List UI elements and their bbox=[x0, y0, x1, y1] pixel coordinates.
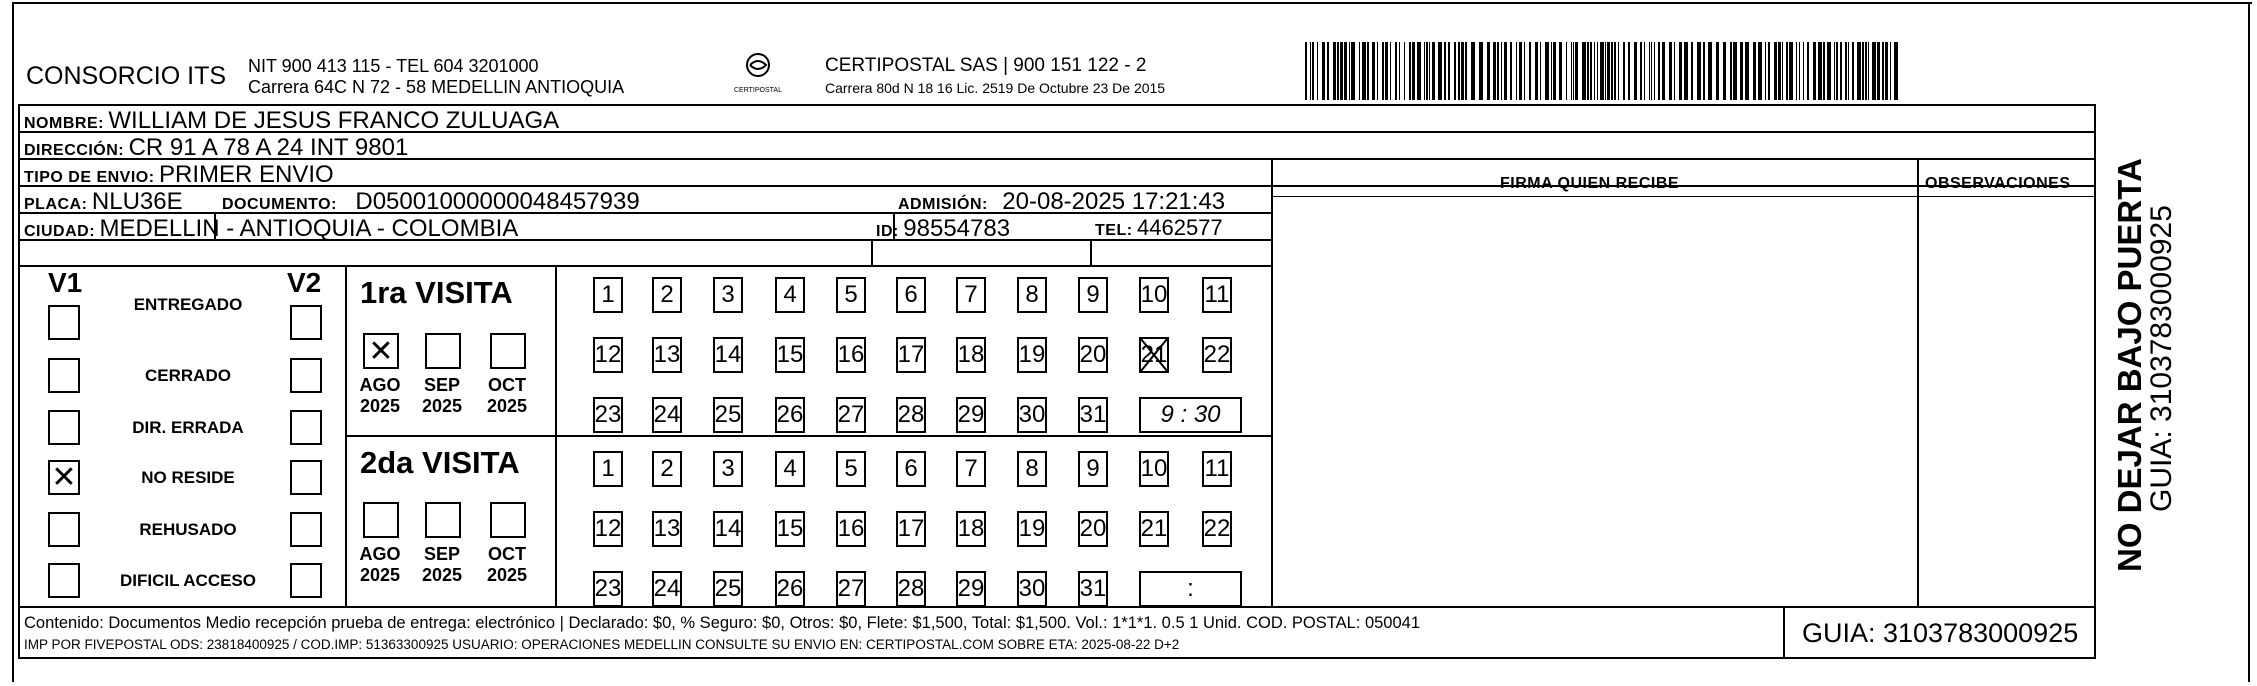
day-box-visit1[interactable]: 15 bbox=[775, 337, 805, 373]
barcode-bar bbox=[1429, 42, 1430, 100]
day-box-visit2[interactable]: 13 bbox=[652, 511, 682, 547]
month-checkbox-visit1[interactable]: ✕ bbox=[363, 333, 399, 369]
v1-checkbox[interactable]: ✕ bbox=[48, 460, 80, 495]
month-label-visit2 bbox=[482, 544, 532, 586]
day-box-visit1[interactable]: 16 bbox=[836, 337, 866, 373]
day-box-visit2[interactable]: 22 bbox=[1202, 511, 1232, 547]
certipostal-logo bbox=[728, 52, 788, 96]
day-box-visit1[interactable]: 26 bbox=[775, 397, 805, 433]
placa-row bbox=[24, 188, 183, 216]
month-name: OCT bbox=[488, 375, 526, 395]
barcode-bar bbox=[1658, 42, 1660, 100]
day-box-visit2[interactable]: 23 bbox=[593, 571, 623, 607]
day-box-visit1[interactable]: 14 bbox=[713, 337, 743, 373]
tipo-value: PRIMER ENVIO bbox=[159, 161, 334, 188]
month-label-visit2 bbox=[355, 544, 405, 586]
status-label: DIFICIL ACCESO bbox=[119, 571, 256, 590]
barcode-bar bbox=[1597, 42, 1598, 100]
barcode-bar bbox=[1651, 42, 1652, 100]
admision-value: 20-08-2025 17:21:43 bbox=[1002, 188, 1226, 215]
barcode-bar bbox=[1412, 42, 1415, 100]
day-box-visit1[interactable]: 29 bbox=[956, 397, 986, 433]
barcode-bar bbox=[1640, 42, 1642, 100]
v1-checkbox[interactable] bbox=[48, 410, 80, 445]
day-box-visit2[interactable]: 4 bbox=[775, 451, 805, 487]
barcode bbox=[1305, 42, 1900, 100]
barcode-bar bbox=[1553, 42, 1556, 100]
tel-label: TEL: bbox=[1095, 222, 1133, 239]
barcode-bar bbox=[1493, 42, 1496, 100]
day-box-visit1[interactable]: 21 bbox=[1139, 337, 1169, 373]
tipo-label: TIPO DE ENVIO: bbox=[24, 169, 155, 186]
barcode-bar bbox=[1322, 42, 1325, 100]
logo-text: CERTIPOSTAL bbox=[734, 87, 782, 94]
day-box-visit1[interactable]: 1 bbox=[593, 277, 623, 313]
barcode-bar bbox=[1417, 42, 1421, 100]
day-box-visit1[interactable]: 30 bbox=[1017, 397, 1047, 433]
day-box-visit1[interactable]: 9 bbox=[1078, 277, 1108, 313]
barcode-bar bbox=[1634, 42, 1637, 100]
v2-checkbox[interactable] bbox=[290, 460, 322, 495]
barcode-bar bbox=[1519, 42, 1522, 100]
day-box-visit1[interactable]: 25 bbox=[713, 397, 743, 433]
tipo-row bbox=[24, 161, 334, 189]
day-box-visit2[interactable]: 19 bbox=[1017, 511, 1047, 547]
day-box-visit1[interactable]: 23 bbox=[593, 397, 623, 433]
barcode-bar bbox=[1872, 42, 1876, 100]
id-value: 98554783 bbox=[903, 215, 1011, 242]
barcode-bar bbox=[1327, 42, 1329, 100]
nombre-row bbox=[24, 107, 559, 135]
barcode-bar bbox=[1703, 42, 1705, 100]
documento-label: DOCUMENTO: bbox=[222, 196, 337, 213]
barcode-bar bbox=[1730, 42, 1732, 100]
barcode-bar bbox=[1559, 42, 1562, 100]
barcode-bar bbox=[1438, 42, 1442, 100]
day-box-visit2[interactable]: 24 bbox=[652, 571, 682, 607]
day-box-visit2[interactable]: 28 bbox=[896, 571, 926, 607]
day-box-visit1[interactable]: 22 bbox=[1202, 337, 1232, 373]
firma-header: FIRMA QUIEN RECIBE bbox=[1500, 175, 1680, 192]
barcode-bar bbox=[1587, 42, 1589, 100]
barcode-bar bbox=[1448, 42, 1450, 100]
direccion-label: DIRECCIÓN: bbox=[24, 142, 125, 159]
v2-header: V2 bbox=[287, 267, 322, 298]
ciudad-row bbox=[24, 215, 518, 243]
barcode-bar bbox=[1600, 42, 1604, 100]
barcode-bar bbox=[1662, 42, 1665, 100]
barcode-bar bbox=[1862, 42, 1864, 100]
barcode-bar bbox=[1857, 42, 1861, 100]
barcode-bar bbox=[1834, 42, 1835, 100]
barcode-bar bbox=[1479, 42, 1483, 100]
barcode-bar bbox=[1573, 42, 1574, 100]
status-label: DIR. ERRADA bbox=[132, 418, 244, 437]
day-box-visit2[interactable]: 29 bbox=[956, 571, 986, 607]
barcode-bar bbox=[1333, 42, 1336, 100]
status-label: REHUSADO bbox=[139, 520, 237, 539]
barcode-bar bbox=[1786, 42, 1788, 100]
day-box-visit2[interactable]: 30 bbox=[1017, 571, 1047, 607]
day-box-visit2[interactable]: 15 bbox=[775, 511, 805, 547]
barcode-bar bbox=[1605, 42, 1606, 100]
barcode-bar bbox=[1644, 42, 1645, 100]
barcode-bar bbox=[1882, 42, 1884, 100]
barcode-bar bbox=[1827, 42, 1831, 100]
barcode-bar bbox=[1571, 42, 1572, 100]
barcode-bar bbox=[1684, 42, 1688, 100]
barcode-bar bbox=[1691, 42, 1693, 100]
day-box-visit1[interactable]: 11 bbox=[1202, 277, 1232, 313]
barcode-bar bbox=[1840, 42, 1842, 100]
barcode-bar bbox=[1611, 42, 1613, 100]
grid-line bbox=[1271, 158, 1273, 608]
barcode-bar bbox=[1424, 42, 1425, 100]
barcode-bar bbox=[1674, 42, 1675, 100]
barcode-bar bbox=[1823, 42, 1825, 100]
day-box-visit2[interactable]: 17 bbox=[896, 511, 926, 547]
v2-checkbox[interactable] bbox=[290, 305, 322, 340]
company-nit: NIT 900 413 115 - TEL 604 3201000 bbox=[248, 56, 539, 76]
day-box-visit1[interactable]: 17 bbox=[896, 337, 926, 373]
barcode-bar bbox=[1501, 42, 1502, 100]
day-box-visit2[interactable]: 7 bbox=[956, 451, 986, 487]
barcode-bar bbox=[1765, 42, 1766, 100]
day-box-visit2[interactable]: 5 bbox=[836, 451, 866, 487]
barcode-bar bbox=[1669, 42, 1672, 100]
v1-checkbox[interactable] bbox=[48, 305, 80, 340]
barcode-bar bbox=[1753, 42, 1756, 100]
day-box-visit2[interactable]: 27 bbox=[836, 571, 866, 607]
month-checkbox-visit1[interactable] bbox=[425, 333, 461, 369]
barcode-bar bbox=[1628, 42, 1630, 100]
day-box-visit1[interactable]: 13 bbox=[652, 337, 682, 373]
barcode-bar bbox=[1535, 42, 1538, 100]
barcode-bar bbox=[1471, 42, 1475, 100]
day-box-visit1[interactable]: 24 bbox=[652, 397, 682, 433]
barcode-bar bbox=[1803, 42, 1804, 100]
barcode-bar bbox=[1487, 42, 1490, 100]
documento-row bbox=[222, 188, 640, 216]
status-label: ENTREGADO bbox=[133, 295, 243, 314]
placa-label: PLACA: bbox=[24, 196, 88, 213]
observaciones-header: OBSERVACIONES bbox=[1925, 175, 2071, 192]
v2-checkbox[interactable] bbox=[290, 563, 322, 598]
month-name: SEP bbox=[423, 375, 461, 395]
month-year: 2025 bbox=[486, 396, 528, 416]
placa-value: NLU36E bbox=[91, 188, 183, 215]
frame-left bbox=[12, 2, 14, 682]
barcode-bar bbox=[1395, 42, 1397, 100]
barcode-bar bbox=[1385, 42, 1388, 100]
barcode-bar bbox=[1317, 42, 1318, 100]
barcode-bar bbox=[1618, 42, 1619, 100]
day-box-visit2[interactable]: 20 bbox=[1078, 511, 1108, 547]
month-name: OCT bbox=[488, 544, 526, 564]
frame-right bbox=[2248, 2, 2250, 682]
day-box-visit1[interactable]: 5 bbox=[836, 277, 866, 313]
month-year: 2025 bbox=[421, 396, 463, 416]
day-box-visit1[interactable]: 31 bbox=[1078, 397, 1108, 433]
barcode-bar bbox=[1377, 42, 1378, 100]
carrier-name: CERTIPOSTAL SAS | 900 151 122 - 2 bbox=[825, 55, 1147, 76]
barcode-bar bbox=[1865, 42, 1867, 100]
barcode-bar bbox=[1575, 42, 1578, 100]
nombre-label: NOMBRE: bbox=[24, 115, 104, 132]
barcode-bar bbox=[1349, 42, 1350, 100]
grid-line bbox=[18, 104, 2096, 106]
barcode-bar bbox=[1740, 42, 1743, 100]
barcode-bar bbox=[1818, 42, 1822, 100]
month-label-visit1 bbox=[417, 375, 467, 417]
time-box-visit1[interactable]: 9 : 30 bbox=[1139, 397, 1242, 433]
month-label-visit2 bbox=[417, 544, 467, 586]
barcode-bar bbox=[1359, 42, 1360, 100]
barcode-bar bbox=[1454, 42, 1456, 100]
barcode-bar bbox=[1504, 42, 1507, 100]
barcode-bar bbox=[1745, 42, 1749, 100]
month-checkbox-visit2[interactable] bbox=[363, 502, 399, 538]
grid-line bbox=[18, 104, 20, 659]
v1-checkbox[interactable] bbox=[48, 563, 80, 598]
documento-value: D05001000000048457939 bbox=[355, 188, 640, 215]
barcode-bar bbox=[1390, 42, 1391, 100]
barcode-bar bbox=[1679, 42, 1682, 100]
barcode-bar bbox=[1367, 42, 1369, 100]
barcode-bar bbox=[1510, 42, 1512, 100]
barcode-bar bbox=[1813, 42, 1816, 100]
barcode-bar bbox=[1778, 42, 1781, 100]
barcode-bar bbox=[1551, 42, 1552, 100]
barcode-bar bbox=[1372, 42, 1375, 100]
direccion-value: CR 91 A 78 A 24 INT 9801 bbox=[128, 134, 409, 161]
barcode-bar bbox=[1432, 42, 1435, 100]
barcode-bar bbox=[1894, 42, 1898, 100]
day-box-visit2[interactable]: 2 bbox=[652, 451, 682, 487]
barcode-bar bbox=[1444, 42, 1446, 100]
day-box-visit1[interactable]: 27 bbox=[836, 397, 866, 433]
barcode-bar bbox=[1409, 42, 1411, 100]
day-box-visit2[interactable]: 6 bbox=[896, 451, 926, 487]
day-box-visit2[interactable]: 11 bbox=[1202, 451, 1232, 487]
frame-top bbox=[12, 2, 2252, 4]
v1-header: V1 bbox=[48, 267, 83, 298]
status-label: NO RESIDE bbox=[141, 468, 235, 487]
month-year: 2025 bbox=[486, 565, 528, 585]
barcode-bar bbox=[1807, 42, 1809, 100]
tel-row bbox=[1095, 215, 1223, 241]
day-box-visit2[interactable]: 10 bbox=[1139, 451, 1169, 487]
company-name: CONSORCIO ITS bbox=[26, 62, 227, 90]
v2-checkbox[interactable] bbox=[290, 358, 322, 393]
barcode-bar bbox=[1845, 42, 1847, 100]
barcode-bar bbox=[1868, 42, 1869, 100]
day-box-visit1[interactable]: 12 bbox=[593, 337, 623, 373]
barcode-bar bbox=[1782, 42, 1783, 100]
barcode-bar bbox=[1590, 42, 1592, 100]
day-box-visit1[interactable]: 8 bbox=[1017, 277, 1047, 313]
nombre-value: WILLIAM DE JESUS FRANCO ZULUAGA bbox=[108, 107, 560, 134]
month-year: 2025 bbox=[359, 565, 401, 585]
barcode-bar bbox=[1848, 42, 1849, 100]
barcode-bar bbox=[1340, 42, 1343, 100]
barcode-bar bbox=[1723, 42, 1726, 100]
v2-checkbox[interactable] bbox=[290, 512, 322, 547]
id-row bbox=[876, 215, 1010, 243]
barcode-bar bbox=[1566, 42, 1567, 100]
v1-checkbox[interactable] bbox=[48, 512, 80, 547]
id-label: ID: bbox=[876, 223, 899, 240]
barcode-bar bbox=[1852, 42, 1854, 100]
day-box-visit1[interactable]: 19 bbox=[1017, 337, 1047, 373]
barcode-bar bbox=[1885, 42, 1888, 100]
day-box-visit2[interactable]: 26 bbox=[775, 571, 805, 607]
day-box-visit2[interactable]: 25 bbox=[713, 571, 743, 607]
day-box-visit2[interactable]: 18 bbox=[956, 511, 986, 547]
carrier-license: Carrera 80d N 18 16 Lic. 2519 De Octubre 23 De 2015 bbox=[825, 80, 1166, 96]
barcode-bar bbox=[1768, 42, 1770, 100]
barcode-bar bbox=[1607, 42, 1610, 100]
month-checkbox-visit1[interactable] bbox=[490, 333, 526, 369]
day-box-visit2[interactable]: 14 bbox=[713, 511, 743, 547]
barcode-bar bbox=[1524, 42, 1525, 100]
month-year: 2025 bbox=[421, 565, 463, 585]
ciudad-value: MEDELLIN - ANTIOQUIA - COLOMBIA bbox=[99, 215, 519, 242]
barcode-bar bbox=[1789, 42, 1793, 100]
time-box-visit2[interactable]: : bbox=[1139, 571, 1242, 607]
day-box-visit1[interactable]: 28 bbox=[896, 397, 926, 433]
barcode-bar bbox=[1594, 42, 1595, 100]
day-box-visit2[interactable]: 3 bbox=[713, 451, 743, 487]
direccion-row bbox=[24, 134, 408, 162]
barcode-bar bbox=[1497, 42, 1499, 100]
barcode-bar bbox=[1708, 42, 1712, 100]
day-box-visit1[interactable]: 18 bbox=[956, 337, 986, 373]
day-box-visit1[interactable]: 4 bbox=[775, 277, 805, 313]
day-box-visit2[interactable]: 21 bbox=[1139, 511, 1169, 547]
barcode-bar bbox=[1545, 42, 1549, 100]
barcode-bar bbox=[1733, 42, 1737, 100]
day-box-visit2[interactable]: 16 bbox=[836, 511, 866, 547]
barcode-bar bbox=[1649, 42, 1650, 100]
barcode-bar bbox=[1623, 42, 1625, 100]
admision-label: ADMISIÓN: bbox=[898, 196, 988, 213]
day-box-visit1[interactable]: 3 bbox=[713, 277, 743, 313]
day-box-visit1[interactable]: 10 bbox=[1139, 277, 1169, 313]
v1-checkbox[interactable] bbox=[48, 358, 80, 393]
footer-guia: GUIA: 3103783000925 bbox=[1802, 618, 2079, 648]
v2-checkbox[interactable] bbox=[290, 410, 322, 445]
barcode-bar bbox=[1404, 42, 1405, 100]
day-box-visit1[interactable]: 20 bbox=[1078, 337, 1108, 373]
day-box-visit1[interactable]: 6 bbox=[896, 277, 926, 313]
visit1-title: 1ra VISITA bbox=[360, 275, 513, 310]
day-box-visit2[interactable]: 9 bbox=[1078, 451, 1108, 487]
month-label-visit1 bbox=[482, 375, 532, 417]
barcode-bar bbox=[1305, 42, 1307, 100]
barcode-bar bbox=[1351, 42, 1355, 100]
ciudad-label: CIUDAD: bbox=[24, 223, 96, 240]
company-address: Carrera 64C N 72 - 58 MEDELLIN ANTIOQUIA bbox=[248, 77, 625, 97]
footer-contenido: Contenido: Documentos Medio recepción prueba de entrega: electrónico | Declarado: $0, % Seguro: $0, Otros: $0, Flete: $1,500, Total: $1,500. Vol.: 1*1*1. 0.5 1 Unid. COD. POSTAL: 050041 bbox=[24, 614, 1421, 632]
month-name: SEP bbox=[423, 544, 461, 564]
barcode-bar bbox=[1697, 42, 1701, 100]
barcode-bar bbox=[1516, 42, 1517, 100]
tel-value: 4462577 bbox=[1137, 215, 1223, 240]
day-box-visit2[interactable]: 1 bbox=[593, 451, 623, 487]
barcode-bar bbox=[1426, 42, 1428, 100]
grid-line bbox=[2094, 104, 2096, 659]
day-box-visit2[interactable]: 31 bbox=[1078, 571, 1108, 607]
status-label: CERRADO bbox=[145, 366, 231, 385]
barcode-bar bbox=[1877, 42, 1880, 100]
grid-line bbox=[346, 435, 1272, 437]
side-guia: GUIA: 3103783000925 bbox=[2145, 205, 2178, 512]
admision-row bbox=[898, 188, 1225, 216]
barcode-bar bbox=[1344, 42, 1347, 100]
barcode-bar bbox=[1465, 42, 1467, 100]
footer-imp: IMP POR FIVEPOSTAL ODS: 23818400925 / COD.IMP: 51363300925 USUARIO: OPERACIONES MEDELLIN CONSULTE SU ENVIO EN: CERTIPOSTAL.COM SOBRE ETA: 2025-08-22 D+2 bbox=[24, 637, 1180, 652]
barcode-bar bbox=[1362, 42, 1366, 100]
grid-line bbox=[1272, 196, 2094, 197]
month-name: AGO bbox=[359, 544, 401, 564]
barcode-bar bbox=[1890, 42, 1891, 100]
barcode-bar bbox=[1716, 42, 1719, 100]
grid-line bbox=[1090, 239, 1092, 266]
grid-line bbox=[1783, 607, 1785, 658]
month-year: 2025 bbox=[359, 396, 401, 416]
side-note: NO DEJAR BAJO PUERTA bbox=[2111, 158, 2148, 572]
barcode-bar bbox=[1312, 42, 1314, 100]
barcode-bar bbox=[1540, 42, 1541, 100]
barcode-bar bbox=[1399, 42, 1400, 100]
barcode-bar bbox=[1614, 42, 1616, 100]
grid-line bbox=[871, 239, 873, 266]
barcode-bar bbox=[1382, 42, 1384, 100]
barcode-bar bbox=[1796, 42, 1797, 100]
month-label-visit1 bbox=[355, 375, 405, 417]
barcode-bar bbox=[1337, 42, 1339, 100]
month-checkbox-visit2[interactable] bbox=[425, 502, 461, 538]
barcode-bar bbox=[1310, 42, 1311, 100]
month-name: AGO bbox=[359, 375, 401, 395]
day-box-visit1[interactable]: 7 bbox=[956, 277, 986, 313]
day-box-visit2[interactable]: 8 bbox=[1017, 451, 1047, 487]
day-box-visit1[interactable]: 2 bbox=[652, 277, 682, 313]
barcode-bar bbox=[1774, 42, 1777, 100]
grid-line bbox=[1917, 158, 1919, 608]
barcode-bar bbox=[1836, 42, 1838, 100]
barcode-bar bbox=[1461, 42, 1464, 100]
barcode-bar bbox=[1758, 42, 1762, 100]
day-box-visit2[interactable]: 12 bbox=[593, 511, 623, 547]
barcode-bar bbox=[1458, 42, 1460, 100]
barcode-bar bbox=[1799, 42, 1800, 100]
month-checkbox-visit2[interactable] bbox=[490, 502, 526, 538]
barcode-bar bbox=[1582, 42, 1586, 100]
barcode-bar bbox=[1654, 42, 1655, 100]
barcode-bar bbox=[1529, 42, 1531, 100]
visit2-title: 2da VISITA bbox=[360, 445, 520, 480]
grid-line bbox=[18, 265, 1273, 267]
